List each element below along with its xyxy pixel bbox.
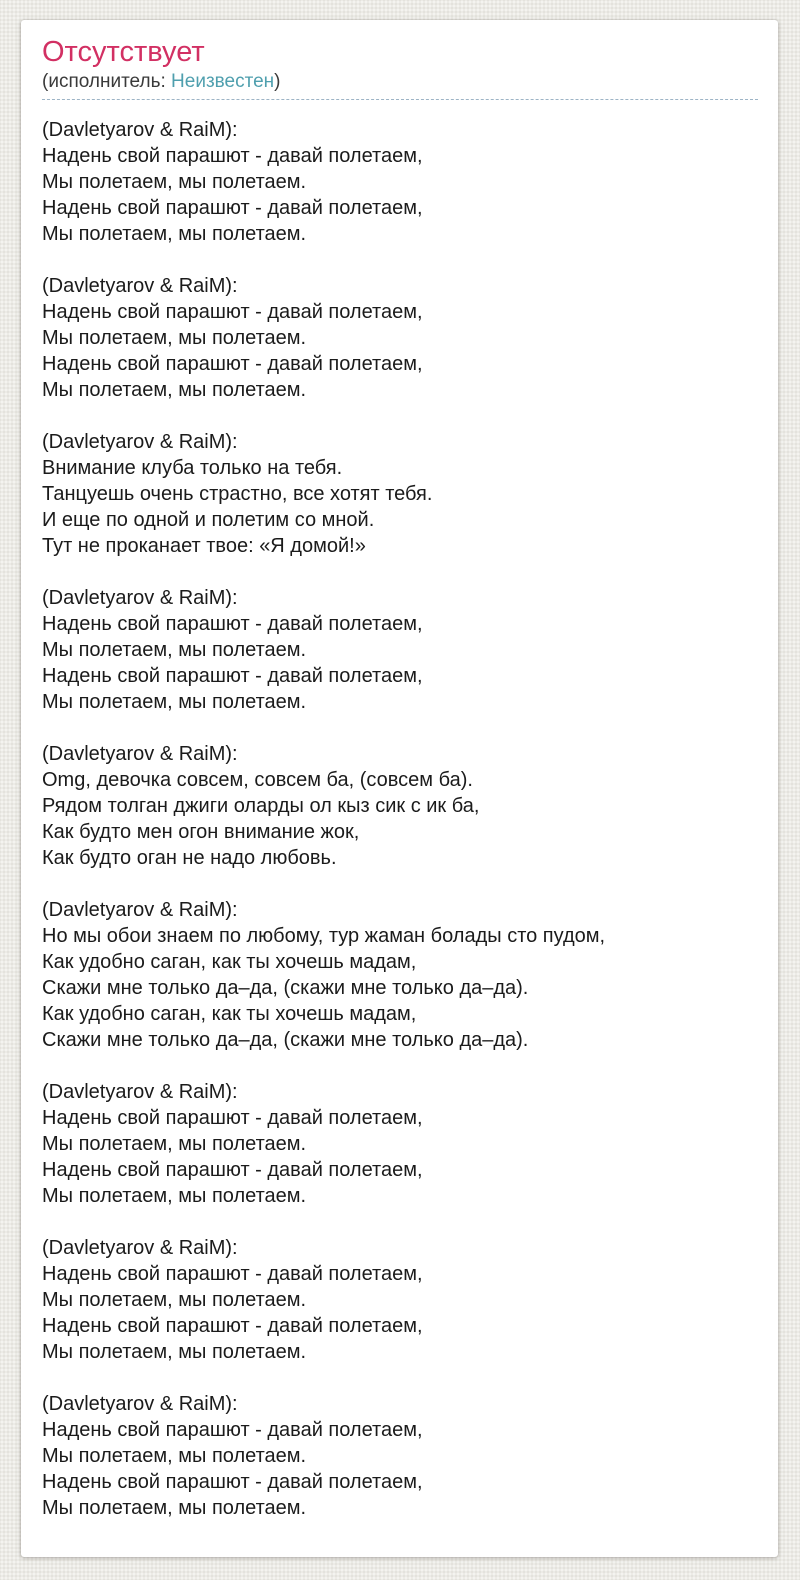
lyric-line: (Davletyarov & RaiM): bbox=[42, 275, 238, 297]
lyric-line: Рядом толган джиги оларды ол кыз сик с ик ба, bbox=[42, 795, 480, 817]
lyric-line: Как будто оган не надо любовь. bbox=[42, 847, 337, 869]
lyric-line: Мы полетаем, мы полетаем. bbox=[42, 1185, 307, 1207]
lyric-line: Мы полетаем, мы полетаем. bbox=[42, 1445, 307, 1467]
lyric-line: Мы полетаем, мы полетаем. bbox=[42, 379, 307, 401]
lyric-line: (Davletyarov & RaiM): bbox=[42, 1237, 238, 1259]
song-title: Отсутствует bbox=[42, 36, 205, 68]
stanza bbox=[42, 429, 758, 559]
lyric-line: Надень свой парашют - давай полетаем, bbox=[42, 665, 423, 687]
lyric-line: Надень свой парашют - давай полетаем, bbox=[42, 613, 423, 635]
lyric-line: Тут не проканает твое: «Я домой!» bbox=[42, 535, 366, 557]
lyric-line: (Davletyarov & RaiM): bbox=[42, 587, 238, 609]
artist-close-paren: ) bbox=[274, 71, 281, 92]
lyric-line: (Davletyarov & RaiM): bbox=[42, 119, 238, 141]
lyric-line: Надень свой парашют - давай полетаем, bbox=[42, 197, 423, 219]
lyric-line: Надень свой парашют - давай полетаем, bbox=[42, 1107, 423, 1129]
lyric-line: (Davletyarov & RaiM): bbox=[42, 899, 238, 921]
lyric-line: Надень свой парашют - давай полетаем, bbox=[42, 1419, 423, 1441]
lyric-line: Мы полетаем, мы полетаем. bbox=[42, 639, 307, 661]
lyric-line: Надень свой парашют - давай полетаем, bbox=[42, 1263, 423, 1285]
stanza bbox=[42, 1079, 758, 1209]
lyric-line: Мы полетаем, мы полетаем. bbox=[42, 171, 307, 193]
lyric-line: (Davletyarov & RaiM): bbox=[42, 1393, 238, 1415]
lyric-line: Как удобно саган, как ты хочешь мадам, bbox=[42, 951, 417, 973]
lyric-line: Мы полетаем, мы полетаем. bbox=[42, 327, 307, 349]
lyric-line: (Davletyarov & RaiM): bbox=[42, 743, 238, 765]
lyric-line: Мы полетаем, мы полетаем. bbox=[42, 223, 307, 245]
stanza bbox=[42, 1391, 758, 1521]
lyric-line: И еще по одной и полетим со мной. bbox=[42, 509, 375, 531]
artist-line bbox=[42, 70, 758, 100]
lyric-line: Но мы обои знаем по любому, тур жаман болады сто пудом, bbox=[42, 925, 606, 947]
lyric-line: Танцуешь очень страстно, все хотят тебя. bbox=[42, 483, 433, 505]
lyric-line: Мы полетаем, мы полетаем. bbox=[42, 1497, 307, 1519]
artist-label: (исполнитель: bbox=[42, 71, 172, 92]
page bbox=[0, 20, 800, 1557]
stanza bbox=[42, 741, 758, 871]
lyric-line: Скажи мне только да–да, (скажи мне только да–да). bbox=[42, 977, 529, 999]
lyric-line: Надень свой парашют - давай полетаем, bbox=[42, 353, 423, 375]
lyric-line: Как будто мен огон внимание жок, bbox=[42, 821, 360, 843]
lyrics bbox=[42, 117, 758, 1521]
stanza bbox=[42, 117, 758, 247]
lyric-line: Надень свой парашют - давай полетаем, bbox=[42, 145, 423, 167]
stanza bbox=[42, 273, 758, 403]
lyric-line: (Davletyarov & RaiM): bbox=[42, 431, 238, 453]
lyric-line: Внимание клуба только на тебя. bbox=[42, 457, 343, 479]
stanza bbox=[42, 585, 758, 715]
lyric-line: Надень свой парашют - давай полетаем, bbox=[42, 1315, 423, 1337]
lyric-line: Надень свой парашют - давай полетаем, bbox=[42, 1159, 423, 1181]
artist-link[interactable]: Неизвестен bbox=[171, 71, 275, 92]
lyric-line: Omg, девочка совсем, совсем ба, (совсем ба). bbox=[42, 769, 473, 791]
stanza bbox=[42, 1235, 758, 1365]
lyric-line: Надень свой парашют - давай полетаем, bbox=[42, 301, 423, 323]
lyric-line: Мы полетаем, мы полетаем. bbox=[42, 1289, 307, 1311]
lyric-line: (Davletyarov & RaiM): bbox=[42, 1081, 238, 1103]
lyrics-card bbox=[21, 20, 778, 1557]
lyric-line: Надень свой парашют - давай полетаем, bbox=[42, 1471, 423, 1493]
lyric-line: Мы полетаем, мы полетаем. bbox=[42, 691, 307, 713]
lyric-line: Скажи мне только да–да, (скажи мне только да–да). bbox=[42, 1029, 529, 1051]
lyric-line: Мы полетаем, мы полетаем. bbox=[42, 1341, 307, 1363]
lyric-line: Мы полетаем, мы полетаем. bbox=[42, 1133, 307, 1155]
stanza bbox=[42, 897, 758, 1053]
lyric-line: Как удобно саган, как ты хочешь мадам, bbox=[42, 1003, 417, 1025]
